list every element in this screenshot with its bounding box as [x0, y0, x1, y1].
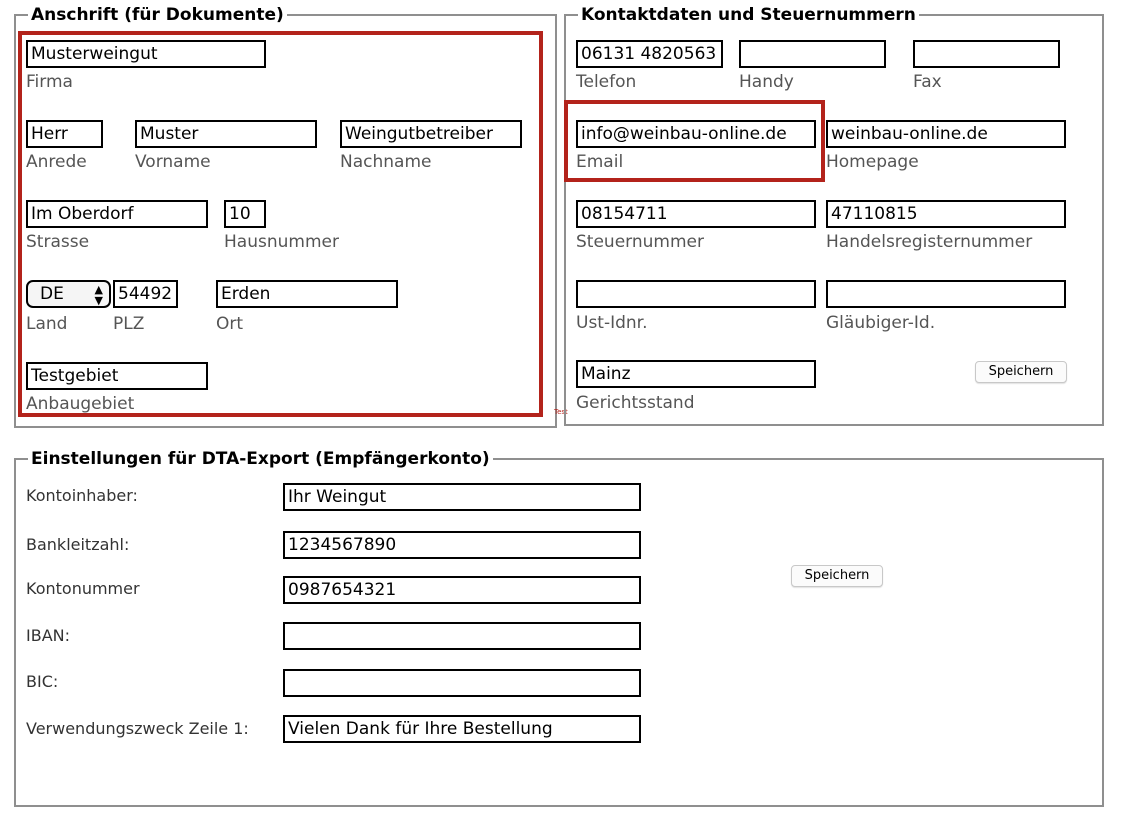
hausnummer-label: Hausnummer	[224, 232, 339, 252]
blz-label: Bankleitzahl:	[26, 535, 130, 554]
verwendung-label: Verwendungszweck Zeile 1:	[26, 719, 249, 738]
gerichtsstand-input[interactable]: Mainz	[576, 360, 816, 388]
kontoinhaber-label: Kontoinhaber:	[26, 486, 138, 505]
vorname-input[interactable]: Muster	[135, 120, 317, 148]
anrede-input[interactable]: Herr	[26, 120, 103, 148]
kontakt-legend: Kontaktdaten und Steuernummern	[581, 5, 916, 25]
handy-label: Handy	[739, 72, 794, 92]
test-note: Test	[554, 408, 568, 416]
kontakt-save-button[interactable]: Speichern	[975, 361, 1067, 383]
kontoinhaber-input[interactable]: Ihr Weingut	[283, 483, 641, 511]
bic-label: BIC:	[26, 672, 59, 691]
handelsregister-input[interactable]: 47110815	[826, 200, 1066, 228]
gerichtsstand-label: Gerichtsstand	[576, 393, 695, 413]
kontonummer-input[interactable]: 0987654321	[283, 576, 641, 604]
dta-save-button[interactable]: Speichern	[791, 565, 883, 587]
glaeubiger-label: Gläubiger-Id.	[826, 313, 936, 333]
land-label: Land	[26, 314, 68, 334]
hausnummer-input[interactable]: 10	[224, 200, 266, 228]
anbaugebiet-input[interactable]: Testgebiet	[26, 362, 208, 390]
ustidnr-input[interactable]	[576, 280, 816, 308]
fax-input[interactable]	[913, 40, 1060, 68]
homepage-label: Homepage	[826, 152, 919, 172]
handelsregister-label: Handelsregisternummer	[826, 232, 1033, 252]
telefon-label: Telefon	[576, 72, 637, 92]
blz-input[interactable]: 1234567890	[283, 531, 641, 559]
email-label: Email	[576, 152, 624, 172]
anbaugebiet-label: Anbaugebiet	[26, 394, 135, 414]
handy-input[interactable]	[739, 40, 886, 68]
land-select-value: DE	[40, 284, 64, 304]
ort-input[interactable]: Erden	[216, 280, 398, 308]
firma-label: Firma	[26, 72, 73, 92]
steuernummer-label: Steuernummer	[576, 232, 704, 252]
firma-input[interactable]: Musterweingut	[26, 40, 266, 68]
anrede-label: Anrede	[26, 152, 87, 172]
dta-legend: Einstellungen für DTA-Export (Empfängerkonto)	[31, 449, 490, 469]
kontonummer-label: Kontonummer	[26, 579, 140, 598]
glaeubiger-input[interactable]	[826, 280, 1066, 308]
ustidnr-label: Ust-Idnr.	[576, 313, 648, 333]
strasse-input[interactable]: Im Oberdorf	[26, 200, 208, 228]
fax-label: Fax	[913, 72, 942, 92]
verwendung-input[interactable]: Vielen Dank für Ihre Bestellung	[283, 715, 641, 743]
strasse-label: Strasse	[26, 232, 90, 252]
bic-input[interactable]	[283, 669, 641, 697]
vorname-label: Vorname	[135, 152, 211, 172]
plz-input[interactable]: 54492	[113, 280, 178, 308]
ort-label: Ort	[216, 314, 244, 334]
nachname-label: Nachname	[340, 152, 432, 172]
homepage-input[interactable]: weinbau-online.de	[826, 120, 1066, 148]
email-input[interactable]: info@weinbau-online.de	[576, 120, 816, 148]
nachname-input[interactable]: Weingutbetreiber	[340, 120, 522, 148]
plz-label: PLZ	[113, 314, 145, 334]
select-arrows-icon: ▲ ▼	[94, 283, 103, 307]
anschrift-legend: Anschrift (für Dokumente)	[31, 5, 284, 25]
iban-label: IBAN:	[26, 626, 70, 645]
land-select[interactable]	[26, 280, 111, 308]
steuernummer-input[interactable]: 08154711	[576, 200, 816, 228]
telefon-input[interactable]: 06131 4820563	[576, 40, 723, 68]
iban-input[interactable]	[283, 622, 641, 650]
